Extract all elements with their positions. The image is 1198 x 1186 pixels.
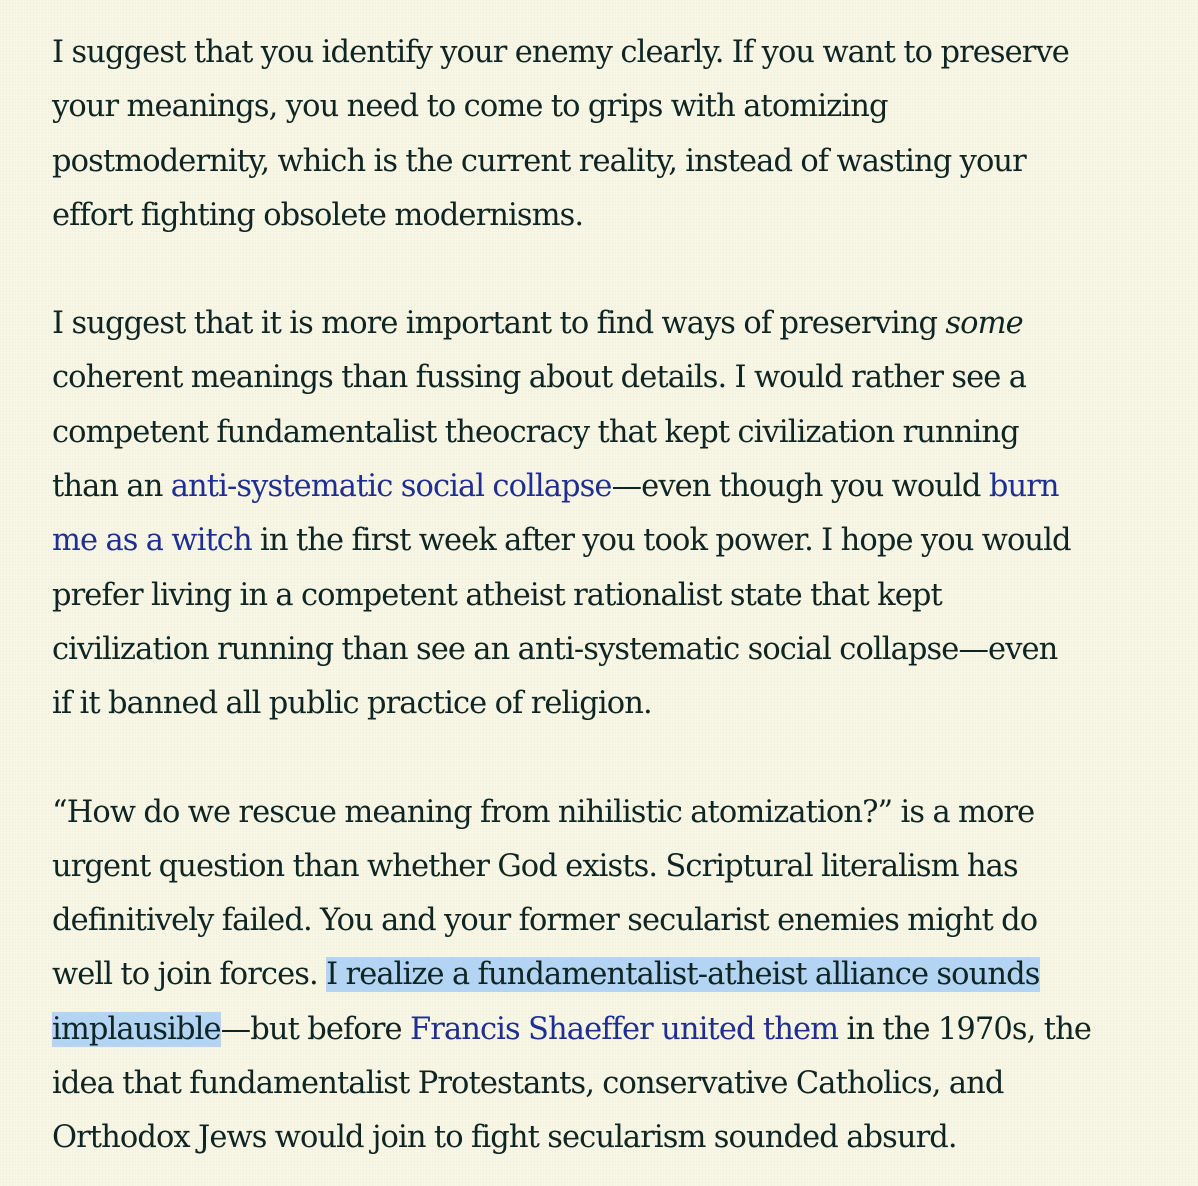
text-run: in the 1970s, the: [838, 1011, 1092, 1047]
text-line: [52, 514, 1162, 568]
text-run: —even though you would: [611, 469, 989, 505]
text-line: Orthodox Jews would join to fight secularism sounded absurd.: [52, 1120, 957, 1156]
text-run: —but before: [220, 1011, 410, 1047]
link-burn-me-as-witch[interactable]: burn: [988, 469, 1059, 505]
text-run: well to join forces.: [52, 957, 327, 993]
paragraph-identify-enemy: [52, 26, 1162, 243]
text-line: urgent question than whether God exists. Scriptural literalism has: [52, 848, 1018, 884]
text-line: definitively failed. You and your former secularist enemies might do: [52, 903, 1038, 939]
text-line: “How do we rescue meaning from nihilistic atomization?” is a more: [52, 794, 1035, 830]
text-run: I suggest that it is more important to find ways of preserving: [52, 306, 946, 342]
text-line: idea that fundamentalist Protestants, conservative Catholics, and: [52, 1066, 1004, 1102]
text-line: coherent meanings than fussing about details. I would rather see a: [52, 360, 1026, 396]
text-line: your meanings, you need to come to grips with atomizing: [52, 89, 888, 125]
text-run: than an: [52, 469, 171, 505]
text-line: postmodernity, which is the current reality, instead of wasting your: [52, 143, 1026, 179]
text-line: [52, 948, 1162, 1002]
text-line: [52, 297, 1162, 351]
paragraph-rescue-meaning: [52, 786, 1162, 1166]
text-line: effort fighting obsolete modernisms.: [52, 197, 584, 233]
text-line: civilization running than see an anti-systematic social collapse—even: [52, 631, 1058, 667]
text-line: [52, 460, 1162, 514]
text-line: I suggest that you identify your enemy clearly. If you want to preserve: [52, 35, 1069, 70]
text-selection-highlight-continued[interactable]: implausible: [52, 1011, 221, 1047]
text-line: competent fundamentalist theocracy that kept civilization running: [52, 414, 1019, 450]
link-anti-systematic-collapse[interactable]: anti-systematic social collapse: [170, 469, 612, 505]
article-body: [52, 26, 1162, 1166]
paragraph-preserving-meanings: [52, 297, 1162, 731]
emphasis-some: some: [945, 306, 1023, 342]
link-burn-me-as-witch-continued[interactable]: me as a witch: [52, 523, 252, 559]
text-selection-highlight[interactable]: I realize a fundamentalist-atheist alliance sounds: [326, 957, 1040, 993]
text-line: if it banned all public practice of religion.: [52, 686, 652, 722]
text-line: prefer living in a competent atheist rationalist state that kept: [52, 577, 942, 613]
text-line: [52, 1003, 1162, 1057]
text-run: in the first week after you took power. I hope you would: [251, 523, 1071, 559]
link-francis-shaeffer[interactable]: Francis Shaeffer united them: [410, 1011, 839, 1047]
